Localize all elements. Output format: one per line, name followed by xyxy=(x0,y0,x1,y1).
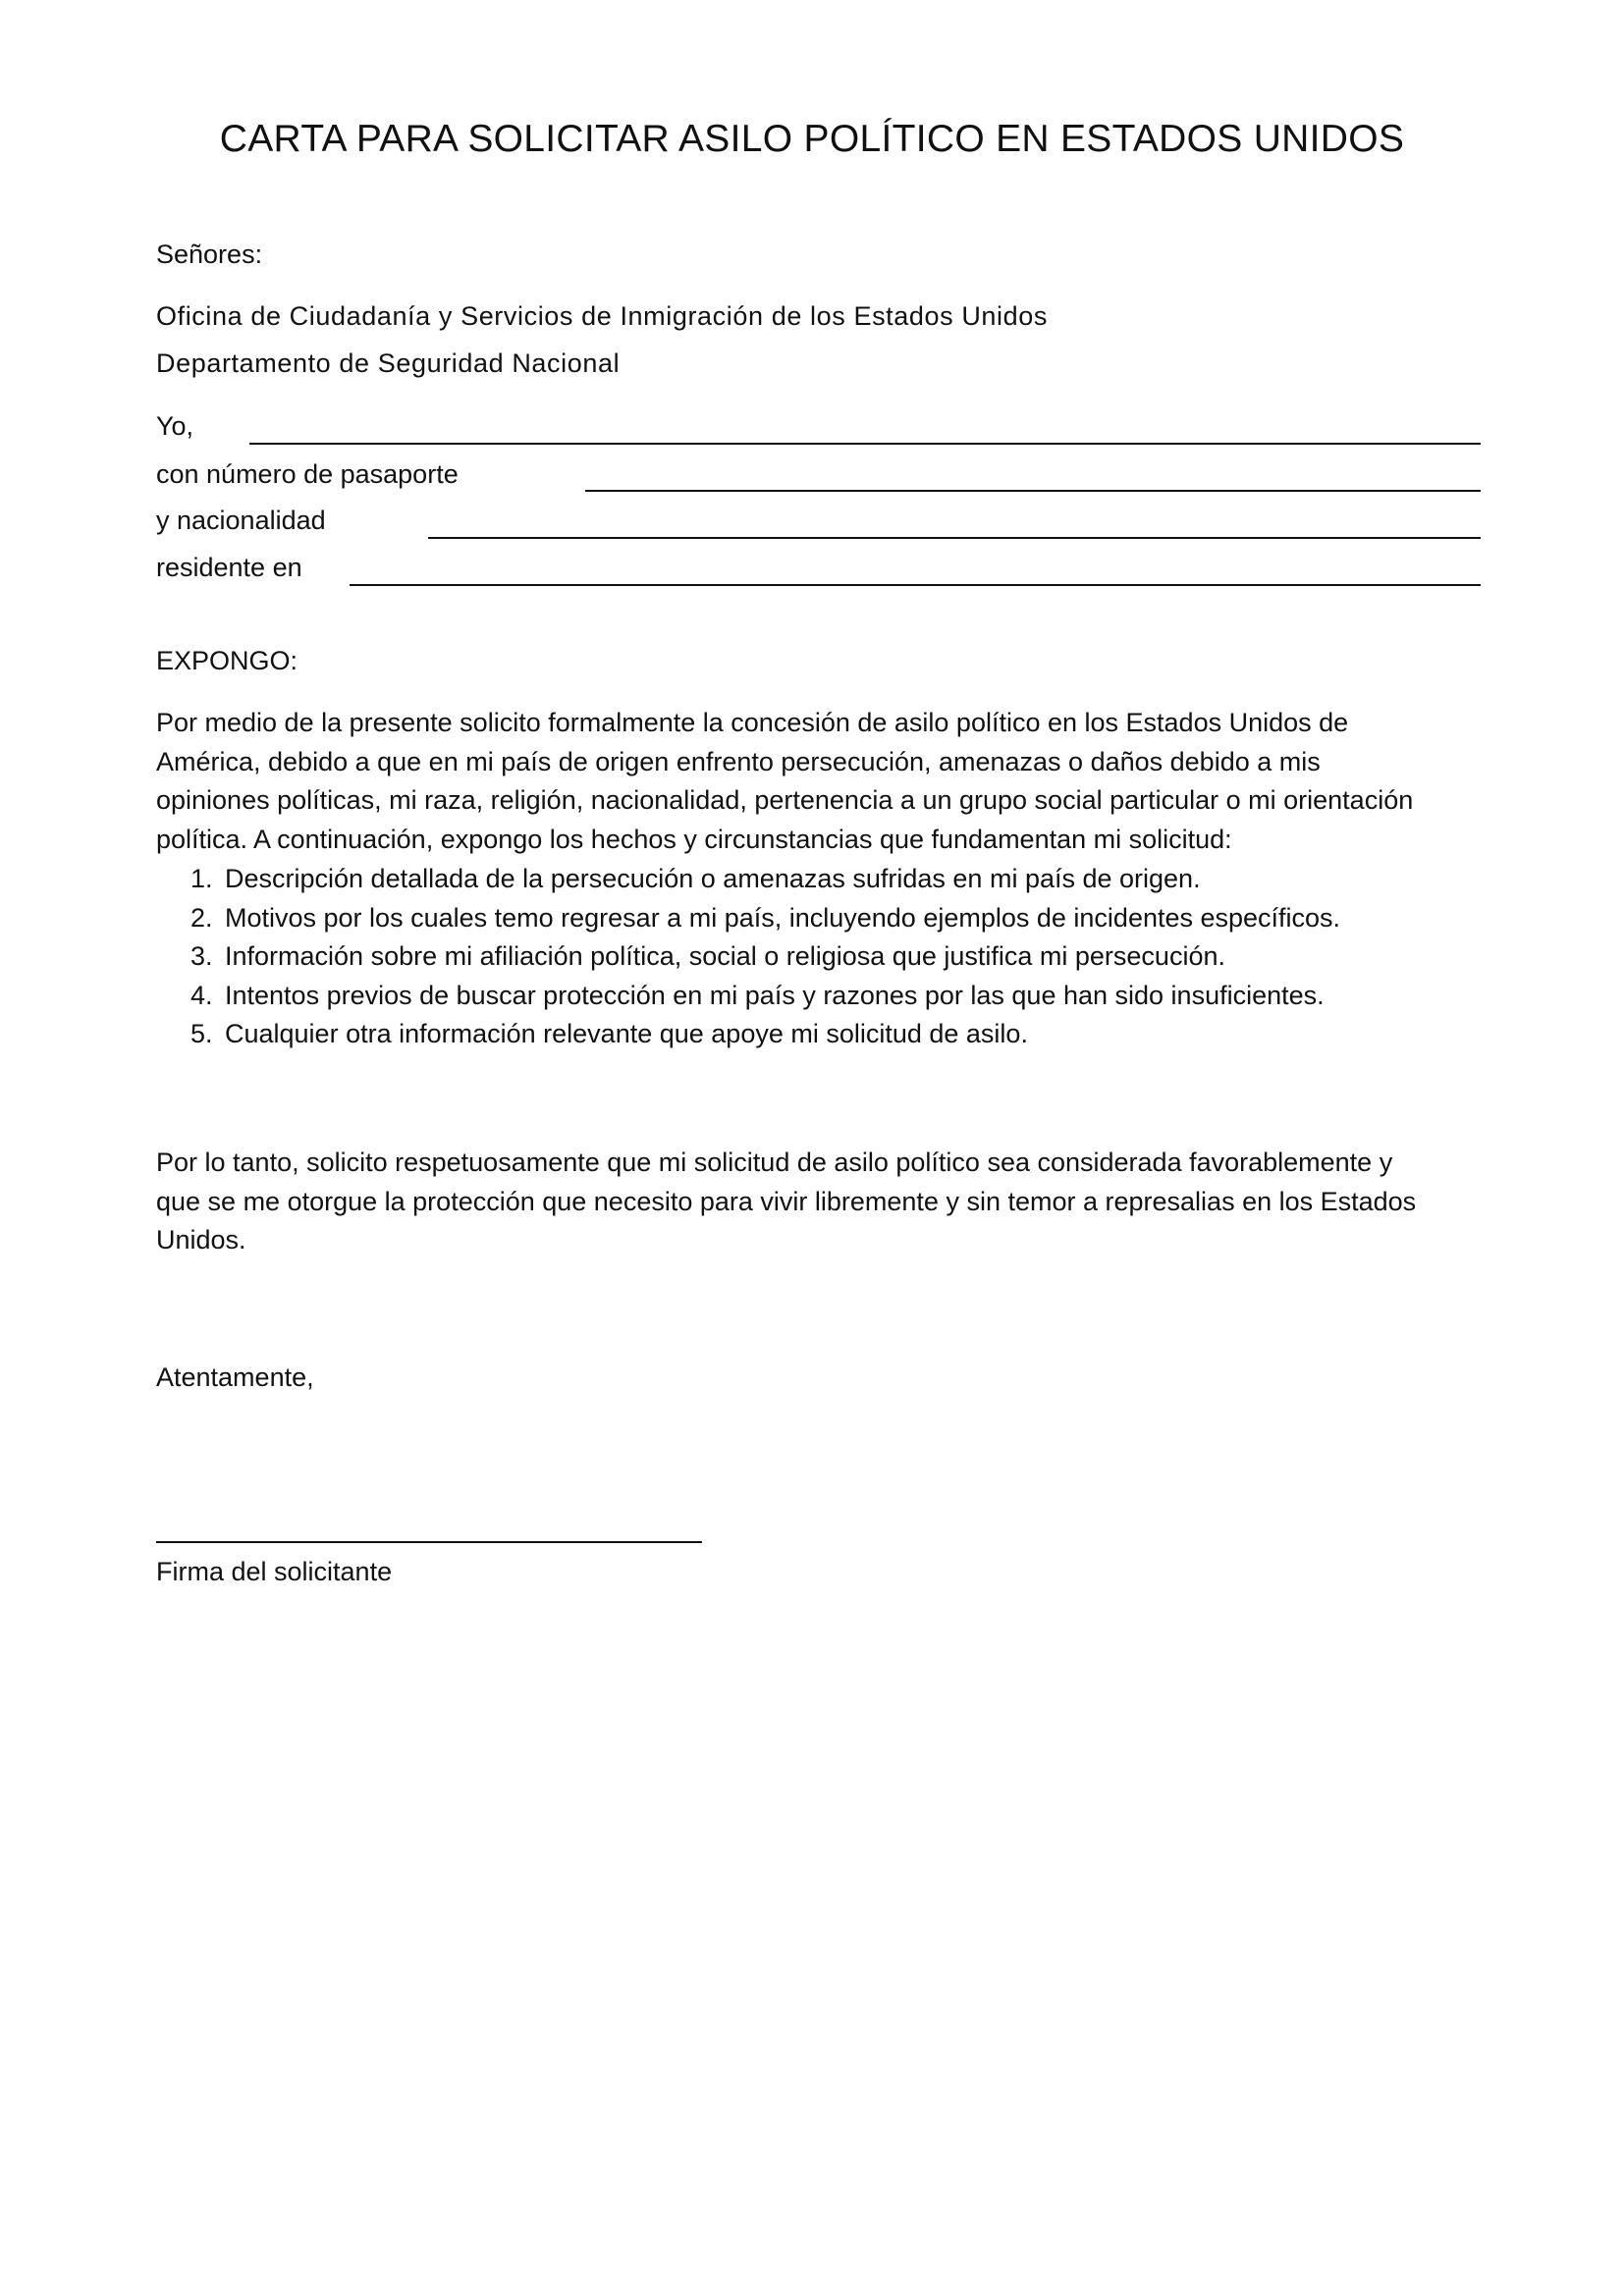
signature-line[interactable] xyxy=(156,1541,702,1543)
list-item xyxy=(190,1015,1340,1054)
name-field-line[interactable] xyxy=(249,443,1481,445)
closing-line: que se me otorgue la protección que necesito para vivir libremente y sin temor a represalias en los Estados xyxy=(156,1186,1417,1216)
nationality-label: y nacionalidad xyxy=(156,506,326,535)
closing-line: Por lo tanto, solicito respetuosamente que mi solicitud de asilo político sea considerada favorablemente y xyxy=(156,1148,1393,1177)
intro-line: política. A continuación, expongo los hechos y circunstancias que fundamentan mi solicitud: xyxy=(156,824,1232,854)
recipient-office: Oficina de Ciudadanía y Servicios de Inmigración de los Estados Unidos xyxy=(156,301,1048,331)
residence-field-line[interactable] xyxy=(350,584,1481,586)
list-item xyxy=(190,977,1340,1016)
name-label: Yo, xyxy=(156,411,194,441)
list-item xyxy=(190,937,1340,977)
list-item-number: 4. xyxy=(190,980,213,1010)
passport-label: con número de pasaporte xyxy=(156,459,459,489)
closing-line: Unidos. xyxy=(156,1225,246,1255)
list-item xyxy=(190,860,1340,899)
list-item-number: 2. xyxy=(190,902,213,933)
passport-field-line[interactable] xyxy=(585,490,1481,492)
salutation: Señores: xyxy=(156,240,263,269)
signature-label: Firma del solicitante xyxy=(156,1557,393,1586)
recipient-department: Departamento de Seguridad Nacional xyxy=(156,348,621,378)
intro-line: Por medio de la presente solicito formalmente la concesión de asilo político en los Estados Unidos de xyxy=(156,708,1349,737)
list-item-number: 3. xyxy=(190,941,213,972)
intro-paragraph xyxy=(156,704,1491,859)
list-item-text: Motivos por los cuales temo regresar a mi país, incluyendo ejemplos de incidentes específicos. xyxy=(225,902,1341,933)
closing-paragraph xyxy=(156,1144,1491,1260)
list-item-text: Información sobre mi afiliación política, social o religiosa que justifica mi persecución. xyxy=(225,941,1225,972)
nationality-field-line[interactable] xyxy=(428,537,1481,539)
intro-line: América, debido a que en mi país de origen enfrento persecución, amenazas o daños debido a mis xyxy=(156,746,1321,776)
list-item xyxy=(190,899,1340,938)
residence-label: residente en xyxy=(156,553,302,582)
list-item-number: 5. xyxy=(190,1019,213,1049)
section-heading: EXPONGO: xyxy=(156,646,298,675)
sign-off: Atentamente, xyxy=(156,1362,314,1392)
list-item-number: 1. xyxy=(190,864,213,893)
list-item-text: Cualquier otra información relevante que apoye mi solicitud de asilo. xyxy=(225,1019,1028,1049)
list-item-text: Descripción detallada de la persecución o amenazas sufridas en mi país de origen. xyxy=(225,864,1201,893)
list-item-text: Intentos previos de buscar protección en mi país y razones por las que han sido insuficientes. xyxy=(225,980,1325,1010)
document-title: CARTA PARA SOLICITAR ASILO POLÍTICO EN ESTADOS UNIDOS xyxy=(219,118,1405,160)
intro-line: opiniones políticas, mi raza, religión, nacionalidad, pertenencia a un grupo social particular o mi orientación xyxy=(156,785,1414,815)
facts-list xyxy=(190,860,1340,1054)
